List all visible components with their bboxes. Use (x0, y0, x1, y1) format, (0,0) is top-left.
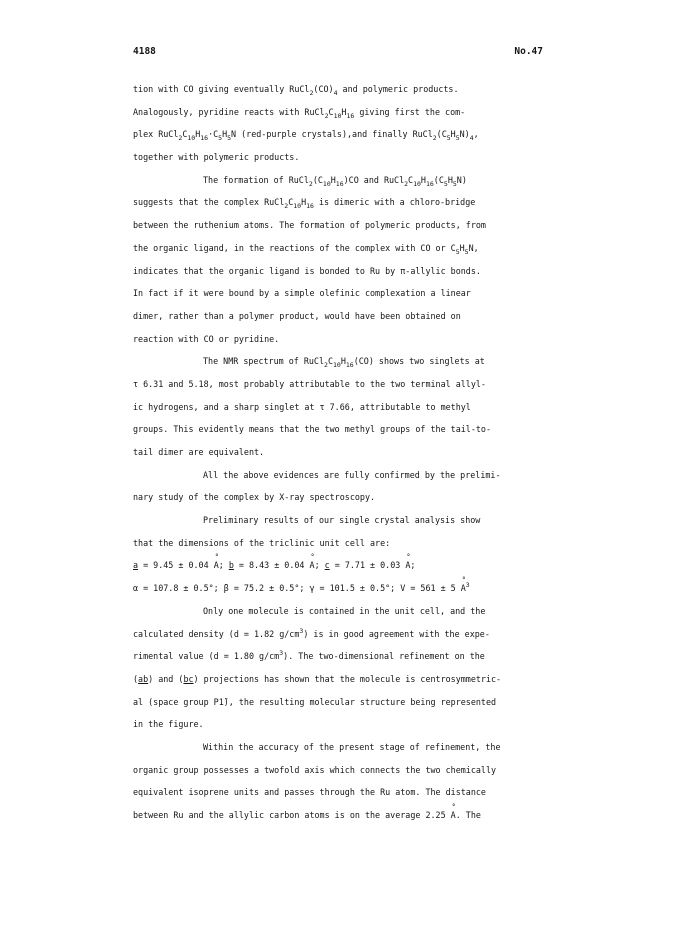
text-line: nary study of the complex by X-ray spectroscopy. (133, 492, 376, 503)
text-line: reaction with CO or pyridine. (133, 333, 280, 344)
text-line: equivalent isoprene units and passes through the Ru atom. The distance (133, 787, 486, 798)
text-line: (ab) and (bc) projections has shown that the molecule is centrosymmetric- (133, 673, 502, 684)
text-line: Within the accuracy of the present stage of refinement, the (203, 741, 501, 752)
issue-number: No.47 (514, 46, 543, 57)
page-number: 4188 (133, 46, 156, 57)
text-line: a = 9.45 ± 0.04 ° A; b = 8.43 ± 0.04 ° A; c = 7.71 ± 0.03 ° A; (133, 554, 558, 577)
text-line: α = 107.8 ± 0.5°; β = 75.2 ± 0.5°; γ = 101.5 ± 0.5°; V = 561 ± 5 ° $A^3$ (133, 577, 558, 600)
text-line: between the ruthenium atoms. The formation of polymeric products, from (133, 220, 486, 231)
text-line: In fact if it were bound by a simple olefinic complexation a linear (133, 288, 471, 299)
text-line: ic hydrogens, and a sharp singlet at τ 7.66, attributable to methyl (133, 401, 471, 412)
text-line: plex $RuCl_2C_{10}H_{16}\cdot C_5H_5N$ (red-purple crystals),and finally $RuCl_2(C_5H_5N)_4$, (133, 129, 479, 143)
text-line: in the figure. (133, 719, 204, 730)
text-line: suggests that the complex $RuCl_2C_{10}H_{16}$ is dimeric with a chloro-bridge (133, 197, 476, 211)
text-line: dimer, rather than a polymer product, would have been obtained on (133, 310, 461, 321)
text-line: the organic ligand, in the reactions of the complex with CO or $C_5H_5N$, (133, 242, 479, 256)
text-line: rimental value (d = 1.80 $g/cm^3$). The two-dimensional refinement on the (133, 649, 485, 662)
text-line: organic group possesses a twofold axis which connects the two chemically (133, 764, 497, 775)
text-line: Preliminary results of our single crystal analysis show (203, 515, 481, 526)
text-line: tion with CO giving eventually $RuCl_2(CO)_4$ and polymeric products. (133, 84, 459, 97)
text-line: together with polymeric products. (133, 152, 300, 163)
text-line: that the dimensions of the triclinic unit cell are: (133, 537, 391, 548)
text-line: The NMR spectrum of $RuCl_2C_{10}H_{16}(CO)$ shows two singlets at (203, 356, 485, 370)
text-line: between Ru and the allylic carbon atoms is on the average 2.25 ° A. The (133, 804, 558, 827)
text-line: τ 6.31 and 5.18, most probably attributable to the two terminal allyl- (133, 378, 486, 389)
text-line: indicates that the organic ligand is bonded to Ru by π-allylic bonds. (133, 265, 481, 276)
body-text (133, 78, 558, 827)
text-line: tail dimer are equivalent. (133, 447, 265, 457)
text-line: groups. This evidently means that the two methyl groups of the tail-to- (133, 424, 491, 435)
text-line: The formation of $RuCl_2(C_{10}H_{16})CO$ and $RuCl_2C_{10}H_{16}(C_5H_5N)$ (203, 174, 467, 188)
text-line: Analogously, pyridine reacts with $RuCl_2C_{10}H_{16}$ giving first the com- (133, 106, 466, 120)
text-line: Only one molecule is contained in the unit cell, and the (203, 605, 486, 616)
text-line: calculated density (d = 1.82 $g/cm^3$) is in good agreement with the expe- (133, 626, 490, 639)
text-line: All the above evidences are fully confirmed by the prelimi- (203, 469, 501, 480)
text-line: al (space group P1̄), the resulting molecular structure being represented (133, 696, 497, 707)
